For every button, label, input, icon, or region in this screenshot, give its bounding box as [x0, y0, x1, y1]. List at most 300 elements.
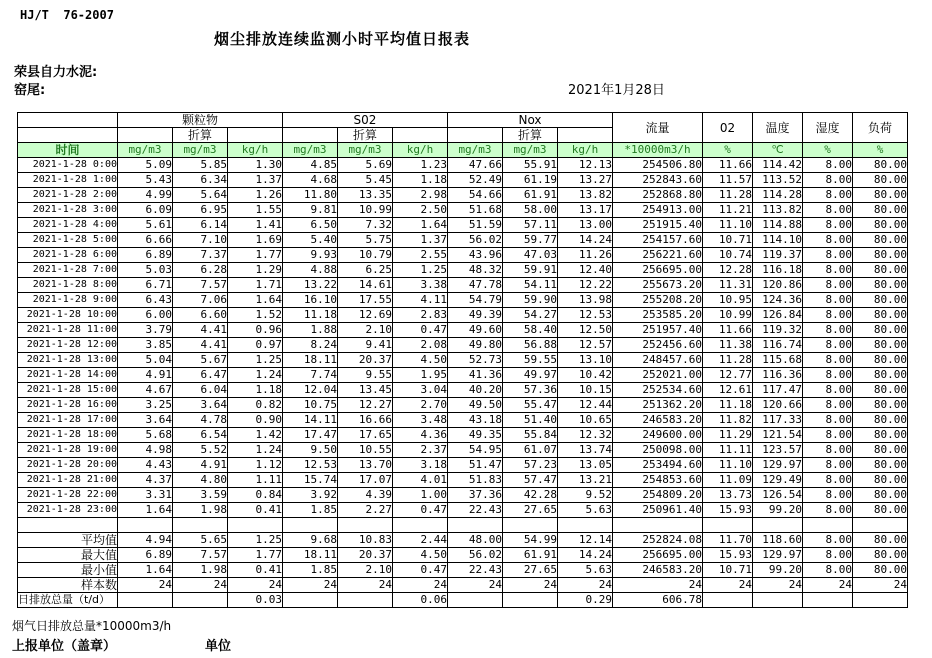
value-cell: 59.91	[503, 263, 558, 278]
value-cell: 17.07	[338, 473, 393, 488]
value-cell: 80.00	[853, 248, 908, 263]
table-row	[18, 203, 908, 218]
unit-cell: mg/m3	[503, 143, 558, 158]
value-cell: 80.00	[853, 458, 908, 473]
value-cell: 54.27	[503, 308, 558, 323]
table-row	[18, 353, 908, 368]
value-cell: 11.10	[703, 458, 753, 473]
value-cell: 80.00	[853, 383, 908, 398]
value-cell: 6.47	[173, 368, 228, 383]
table-row	[18, 443, 908, 458]
value-cell: 57.36	[503, 383, 558, 398]
value-cell: 8.00	[803, 293, 853, 308]
time-cell: 2021-1-28 16:00	[18, 398, 118, 413]
time-column-header: 时间	[18, 143, 118, 158]
unit-cell: %	[803, 143, 853, 158]
table-row	[18, 413, 908, 428]
value-cell: 80.00	[853, 173, 908, 188]
value-cell: 13.00	[558, 218, 613, 233]
blank-cell	[283, 518, 338, 533]
value-cell: 4.37	[118, 473, 173, 488]
value-cell: 5.65	[173, 533, 228, 548]
value-cell: 11.28	[703, 188, 753, 203]
value-cell: 13.17	[558, 203, 613, 218]
value-cell: 14.11	[283, 413, 338, 428]
value-cell: 11.09	[703, 473, 753, 488]
value-cell: 80.00	[853, 533, 908, 548]
value-cell: 20.37	[338, 353, 393, 368]
value-cell: 24	[338, 578, 393, 593]
time-cell: 2021-1-28 6:00	[18, 248, 118, 263]
time-cell: 2021-1-28 15:00	[18, 383, 118, 398]
group-temperature: 温度	[753, 113, 803, 143]
value-cell: 256695.00	[613, 263, 703, 278]
value-cell: 4.91	[173, 458, 228, 473]
value-cell: 80.00	[853, 218, 908, 233]
value-cell: 24	[853, 578, 908, 593]
value-cell: 2.08	[393, 338, 448, 353]
value-cell: 7.57	[173, 548, 228, 563]
value-cell: 12.57	[558, 338, 613, 353]
value-cell: 256221.60	[613, 248, 703, 263]
standard-number: HJ/T 76-2007	[20, 8, 114, 22]
blank-cell	[448, 128, 503, 143]
time-cell: 2021-1-28 8:00	[18, 278, 118, 293]
value-cell: 1.69	[228, 233, 283, 248]
value-cell: 5.04	[118, 353, 173, 368]
value-cell: 6.04	[173, 383, 228, 398]
blank-cell	[448, 518, 503, 533]
value-cell: 7.37	[173, 248, 228, 263]
value-cell: 8.00	[803, 443, 853, 458]
value-cell: 10.71	[703, 563, 753, 578]
value-cell: 8.00	[803, 398, 853, 413]
value-cell: 0.82	[228, 398, 283, 413]
value-cell: 10.65	[558, 413, 613, 428]
value-cell: 9.41	[338, 338, 393, 353]
value-cell: 12.61	[703, 383, 753, 398]
value-cell: 58.40	[503, 323, 558, 338]
value-cell: 121.54	[753, 428, 803, 443]
value-cell: 59.77	[503, 233, 558, 248]
value-cell	[503, 593, 558, 608]
value-cell: 120.86	[753, 278, 803, 293]
time-cell: 2021-1-28 5:00	[18, 233, 118, 248]
time-cell: 2021-1-28 22:00	[18, 488, 118, 503]
value-cell: 37.36	[448, 488, 503, 503]
value-cell: 6.89	[118, 548, 173, 563]
value-cell: 24	[558, 578, 613, 593]
value-cell: 117.47	[753, 383, 803, 398]
value-cell: 1.42	[228, 428, 283, 443]
value-cell: 5.52	[173, 443, 228, 458]
value-cell: 80.00	[853, 293, 908, 308]
value-cell: 129.49	[753, 473, 803, 488]
value-cell: 113.52	[753, 173, 803, 188]
value-cell: 12.44	[558, 398, 613, 413]
value-cell	[283, 593, 338, 608]
value-cell: 1.77	[228, 548, 283, 563]
value-cell: 13.10	[558, 353, 613, 368]
report-unit-label: 上报单位（盖章）	[12, 639, 117, 654]
value-cell: 252534.60	[613, 383, 703, 398]
value-cell: 10.74	[703, 248, 753, 263]
value-cell: 99.20	[753, 563, 803, 578]
value-cell: 1.88	[283, 323, 338, 338]
value-cell: 3.79	[118, 323, 173, 338]
value-cell: 115.68	[753, 353, 803, 368]
value-cell: 4.80	[173, 473, 228, 488]
blank-cell	[753, 518, 803, 533]
value-cell: 7.57	[173, 278, 228, 293]
value-cell: 8.00	[803, 488, 853, 503]
value-cell: 55.84	[503, 428, 558, 443]
value-cell: 43.96	[448, 248, 503, 263]
value-cell: 18.11	[283, 548, 338, 563]
value-cell: 12.69	[338, 308, 393, 323]
value-cell: 14.61	[338, 278, 393, 293]
value-cell: 114.10	[753, 233, 803, 248]
value-cell: 2.55	[393, 248, 448, 263]
blank-cell	[228, 518, 283, 533]
value-cell: 1.18	[228, 383, 283, 398]
blank-cell	[558, 128, 613, 143]
value-cell: 3.64	[173, 398, 228, 413]
value-cell: 80.00	[853, 473, 908, 488]
value-cell: 6.95	[173, 203, 228, 218]
value-cell: 80.00	[853, 158, 908, 173]
value-cell: 12.53	[558, 308, 613, 323]
value-cell: 114.88	[753, 218, 803, 233]
value-cell: 57.23	[503, 458, 558, 473]
time-cell: 2021-1-28 19:00	[18, 443, 118, 458]
value-cell: 4.50	[393, 548, 448, 563]
value-cell: 114.28	[753, 188, 803, 203]
value-cell: 6.66	[118, 233, 173, 248]
value-cell: 11.21	[703, 203, 753, 218]
value-cell: 40.20	[448, 383, 503, 398]
value-cell: 1.00	[393, 488, 448, 503]
value-cell: 6.71	[118, 278, 173, 293]
value-cell: 8.00	[803, 323, 853, 338]
value-cell: 5.85	[173, 158, 228, 173]
flow-total-note: 烟气日排放总量*10000m3/h	[12, 619, 172, 633]
value-cell: 255208.20	[613, 293, 703, 308]
value-cell: 8.00	[803, 548, 853, 563]
value-cell: 12.27	[338, 398, 393, 413]
blank-cell	[18, 518, 118, 533]
value-cell: 250961.40	[613, 503, 703, 518]
value-cell: 55.47	[503, 398, 558, 413]
summary-row	[18, 578, 908, 593]
summary-label: 样本数	[18, 578, 118, 593]
value-cell: 10.15	[558, 383, 613, 398]
value-cell: 11.28	[703, 353, 753, 368]
value-cell: 254157.60	[613, 233, 703, 248]
value-cell: 9.55	[338, 368, 393, 383]
time-cell: 2021-1-28 0:00	[18, 158, 118, 173]
time-cell: 2021-1-28 2:00	[18, 188, 118, 203]
value-cell: 6.60	[173, 308, 228, 323]
value-cell: 253494.60	[613, 458, 703, 473]
value-cell: 6.14	[173, 218, 228, 233]
table-row	[18, 308, 908, 323]
value-cell: 61.19	[503, 173, 558, 188]
value-cell: 11.38	[703, 338, 753, 353]
value-cell: 126.54	[753, 488, 803, 503]
value-cell: 3.59	[173, 488, 228, 503]
value-cell: 8.00	[803, 563, 853, 578]
table-row	[18, 188, 908, 203]
time-cell: 2021-1-28 9:00	[18, 293, 118, 308]
table-row	[18, 368, 908, 383]
value-cell: 12.50	[558, 323, 613, 338]
unit-cell: kg/h	[228, 143, 283, 158]
value-cell: 3.38	[393, 278, 448, 293]
blank-cell	[338, 518, 393, 533]
value-cell: 8.00	[803, 428, 853, 443]
value-cell: 0.29	[558, 593, 613, 608]
value-cell: 24	[173, 578, 228, 593]
value-cell: 4.50	[393, 353, 448, 368]
value-cell: 80.00	[853, 503, 908, 518]
value-cell: 49.80	[448, 338, 503, 353]
value-cell: 126.84	[753, 308, 803, 323]
value-cell: 14.24	[558, 233, 613, 248]
value-cell: 1.24	[228, 368, 283, 383]
value-cell	[803, 593, 853, 608]
value-cell: 61.91	[503, 548, 558, 563]
value-cell: 4.98	[118, 443, 173, 458]
value-cell: 255673.20	[613, 278, 703, 293]
spacer-row	[18, 518, 908, 533]
value-cell: 3.92	[283, 488, 338, 503]
group-particulate: 颗粒物	[118, 113, 283, 128]
value-cell: 18.11	[283, 353, 338, 368]
value-cell: 250098.00	[613, 443, 703, 458]
unit-cell: mg/m3	[338, 143, 393, 158]
value-cell: 6.00	[118, 308, 173, 323]
blank-cell	[18, 113, 118, 128]
value-cell: 13.27	[558, 173, 613, 188]
value-cell: 20.37	[338, 548, 393, 563]
value-cell: 1.71	[228, 278, 283, 293]
unit-cell: mg/m3	[448, 143, 503, 158]
value-cell: 5.43	[118, 173, 173, 188]
value-cell: 51.68	[448, 203, 503, 218]
time-cell: 2021-1-28 11:00	[18, 323, 118, 338]
value-cell: 3.48	[393, 413, 448, 428]
value-cell: 54.11	[503, 278, 558, 293]
value-cell: 124.36	[753, 293, 803, 308]
value-cell: 4.85	[283, 158, 338, 173]
time-cell: 2021-1-28 13:00	[18, 353, 118, 368]
value-cell: 80.00	[853, 308, 908, 323]
value-cell: 80.00	[853, 203, 908, 218]
value-cell: 13.22	[283, 278, 338, 293]
value-cell: 54.99	[503, 533, 558, 548]
value-cell: 54.79	[448, 293, 503, 308]
value-cell: 11.66	[703, 323, 753, 338]
value-cell: 51.47	[448, 458, 503, 473]
value-cell: 10.55	[338, 443, 393, 458]
value-cell: 8.00	[803, 473, 853, 488]
value-cell: 11.70	[703, 533, 753, 548]
summary-label: 日排放总量（t/d）	[18, 593, 118, 608]
value-cell: 55.91	[503, 158, 558, 173]
value-cell: 1.25	[228, 353, 283, 368]
value-cell: 80.00	[853, 338, 908, 353]
value-cell: 119.32	[753, 323, 803, 338]
value-cell: 24	[118, 578, 173, 593]
value-cell: 24	[703, 578, 753, 593]
value-cell: 15.93	[703, 548, 753, 563]
value-cell: 11.80	[283, 188, 338, 203]
group-nox: Nox	[448, 113, 613, 128]
value-cell: 118.60	[753, 533, 803, 548]
value-cell	[173, 593, 228, 608]
value-cell: 17.55	[338, 293, 393, 308]
value-cell: 1.26	[228, 188, 283, 203]
value-cell: 6.89	[118, 248, 173, 263]
value-cell	[118, 593, 173, 608]
value-cell: 129.97	[753, 548, 803, 563]
value-cell: 8.00	[803, 503, 853, 518]
value-cell: 11.57	[703, 173, 753, 188]
value-cell: 6.50	[283, 218, 338, 233]
value-cell: 116.74	[753, 338, 803, 353]
value-cell: 253585.20	[613, 308, 703, 323]
value-cell: 3.64	[118, 413, 173, 428]
value-cell: 52.49	[448, 173, 503, 188]
value-cell: 4.01	[393, 473, 448, 488]
value-cell: 1.64	[228, 293, 283, 308]
blank-cell	[283, 128, 338, 143]
value-cell: 24	[228, 578, 283, 593]
value-cell: 1.85	[283, 563, 338, 578]
value-cell: 8.00	[803, 233, 853, 248]
group-header-row	[18, 113, 908, 128]
value-cell: 3.31	[118, 488, 173, 503]
value-cell: 129.97	[753, 458, 803, 473]
value-cell: 59.90	[503, 293, 558, 308]
value-cell: 8.00	[803, 218, 853, 233]
value-cell: 27.65	[503, 563, 558, 578]
unit-cell: kg/h	[558, 143, 613, 158]
value-cell: 113.82	[753, 203, 803, 218]
value-cell: 1.29	[228, 263, 283, 278]
blank-cell	[118, 128, 173, 143]
value-cell: 0.96	[228, 323, 283, 338]
value-cell: 1.18	[393, 173, 448, 188]
value-cell: 15.74	[283, 473, 338, 488]
value-cell: 80.00	[853, 233, 908, 248]
value-cell: 4.88	[283, 263, 338, 278]
value-cell: 4.36	[393, 428, 448, 443]
report-date: 2021年1月28日	[568, 83, 665, 98]
blank-cell	[173, 518, 228, 533]
value-cell: 254809.20	[613, 488, 703, 503]
table-row	[18, 158, 908, 173]
value-cell: 5.03	[118, 263, 173, 278]
table-row	[18, 248, 908, 263]
value-cell: 80.00	[853, 278, 908, 293]
unit-label: 单位	[205, 639, 232, 654]
value-cell	[338, 593, 393, 608]
table-header	[18, 113, 908, 158]
company-name: 荣县自力水泥:	[14, 65, 98, 80]
time-cell: 2021-1-28 14:00	[18, 368, 118, 383]
value-cell: 117.33	[753, 413, 803, 428]
value-cell: 11.29	[703, 428, 753, 443]
value-cell: 80.00	[853, 353, 908, 368]
value-cell: 43.18	[448, 413, 503, 428]
value-cell: 7.10	[173, 233, 228, 248]
value-cell: 12.04	[283, 383, 338, 398]
value-cell: 7.06	[173, 293, 228, 308]
value-cell: 4.41	[173, 323, 228, 338]
value-cell: 9.68	[283, 533, 338, 548]
unit-cell: %	[703, 143, 753, 158]
value-cell: 0.47	[393, 563, 448, 578]
value-cell: 54.95	[448, 443, 503, 458]
value-cell: 80.00	[853, 188, 908, 203]
value-cell: 13.74	[558, 443, 613, 458]
time-cell: 2021-1-28 12:00	[18, 338, 118, 353]
value-cell: 6.25	[338, 263, 393, 278]
value-cell: 49.39	[448, 308, 503, 323]
value-cell: 5.45	[338, 173, 393, 188]
value-cell: 8.00	[803, 158, 853, 173]
value-cell: 12.53	[283, 458, 338, 473]
value-cell: 13.70	[338, 458, 393, 473]
blank-cell	[503, 518, 558, 533]
value-cell: 251915.40	[613, 218, 703, 233]
value-cell: 54.66	[448, 188, 503, 203]
value-cell: 251362.20	[613, 398, 703, 413]
value-cell: 80.00	[853, 263, 908, 278]
value-cell: 10.42	[558, 368, 613, 383]
blank-cell	[803, 518, 853, 533]
unit-cell: kg/h	[393, 143, 448, 158]
summary-label: 最大值	[18, 548, 118, 563]
time-cell: 2021-1-28 3:00	[18, 203, 118, 218]
value-cell: 51.40	[503, 413, 558, 428]
value-cell: 5.75	[338, 233, 393, 248]
value-cell: 42.28	[503, 488, 558, 503]
value-cell: 49.97	[503, 368, 558, 383]
value-cell: 11.31	[703, 278, 753, 293]
table-row	[18, 458, 908, 473]
value-cell: 1.24	[228, 443, 283, 458]
value-cell: 12.32	[558, 428, 613, 443]
table-row	[18, 293, 908, 308]
table-body	[18, 158, 908, 608]
value-cell: 1.30	[228, 158, 283, 173]
value-cell: 8.00	[803, 173, 853, 188]
value-cell: 61.91	[503, 188, 558, 203]
value-cell: 12.13	[558, 158, 613, 173]
value-cell: 49.50	[448, 398, 503, 413]
value-cell: 22.43	[448, 503, 503, 518]
value-cell: 13.73	[703, 488, 753, 503]
summary-row	[18, 563, 908, 578]
value-cell: 252868.80	[613, 188, 703, 203]
value-cell: 114.42	[753, 158, 803, 173]
table-row	[18, 428, 908, 443]
table-row	[18, 383, 908, 398]
value-cell: 254853.60	[613, 473, 703, 488]
